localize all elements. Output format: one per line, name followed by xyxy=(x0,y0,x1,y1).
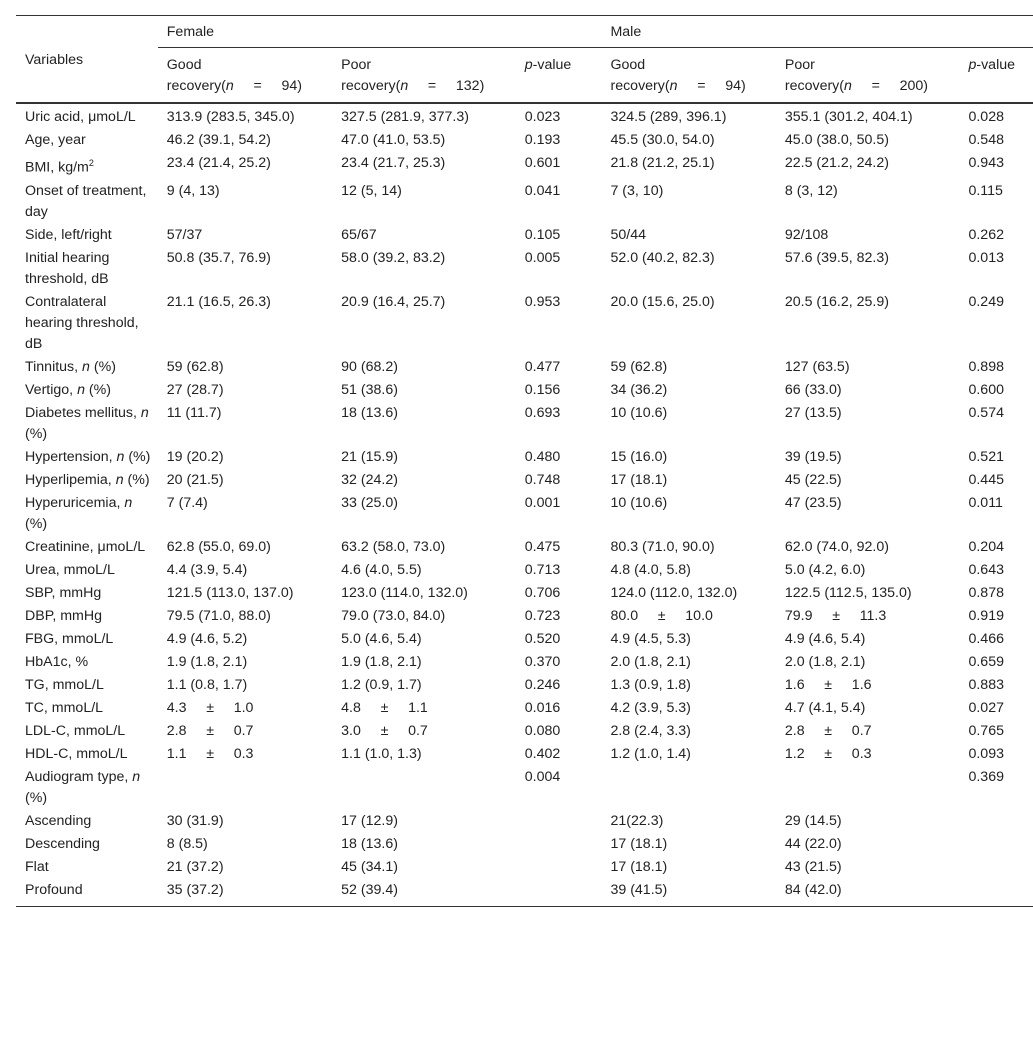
pvalue-cell: 0.475 xyxy=(524,538,561,555)
pvalue-cell: 0.028 xyxy=(968,109,1004,125)
variable-cell xyxy=(16,247,158,291)
value-cell: 51 (38.6) xyxy=(341,381,398,398)
variable-label: Onset of treatment, day xyxy=(25,182,147,220)
table-row xyxy=(16,224,1033,247)
n-symbol: n xyxy=(140,404,149,421)
pvalue-cell: 0.600 xyxy=(968,381,1004,398)
variable-label: BMI, kg/m xyxy=(25,159,89,176)
n-symbol: n xyxy=(225,78,234,94)
value-cell: 2.8 ± 0.7 xyxy=(166,722,254,739)
value-cell: 52.0 (40.2, 82.3) xyxy=(610,249,715,266)
variable-label: SBP, mmHg xyxy=(25,584,102,601)
pvalue-cell: 0.659 xyxy=(968,653,1004,670)
variable-cell xyxy=(16,379,158,402)
value-cell: 1.9 (1.8, 2.1) xyxy=(166,653,248,670)
table-row xyxy=(16,605,1033,628)
pvalue-cell: 0.601 xyxy=(524,155,561,171)
value-cell: 32 (24.2) xyxy=(341,471,398,488)
value-cell: 27 (13.5) xyxy=(784,404,842,421)
value-cell: 1.1 ± 0.3 xyxy=(166,745,254,762)
percent-suffix: (%) xyxy=(124,448,151,465)
value-cell: 22.5 (21.2, 24.2) xyxy=(784,155,889,171)
value-cell xyxy=(158,766,332,810)
value-cell xyxy=(776,766,960,810)
pvalue-cell: 0.548 xyxy=(968,132,1004,148)
male-good-header xyxy=(601,48,775,104)
value-cell: 45.5 (30.0, 54.0) xyxy=(610,132,715,148)
n-symbol: n xyxy=(82,358,90,375)
value-cell: 327.5 (281.9, 377.3) xyxy=(341,109,469,125)
variables-header: Variables xyxy=(16,16,158,104)
recovery-label: Poor recovery( xyxy=(341,57,401,94)
variable-cell xyxy=(16,833,158,856)
variable-cell xyxy=(16,856,158,879)
value-cell: 47.0 (41.0, 53.5) xyxy=(341,132,446,148)
value-cell: 62.8 (55.0, 69.0) xyxy=(166,538,271,555)
value-cell: 20.9 (16.4, 25.7) xyxy=(341,293,446,310)
table-row xyxy=(16,559,1033,582)
variable-label: DBP, mmHg xyxy=(25,607,102,624)
value-cell: 47 (23.5) xyxy=(784,494,842,511)
sample-size: = 94) xyxy=(233,78,303,94)
value-cell: 66 (33.0) xyxy=(784,381,842,398)
value-cell: 1.1 (1.0, 1.3) xyxy=(341,745,422,762)
value-cell: 65/67 xyxy=(341,226,377,243)
value-cell: 34 (36.2) xyxy=(610,381,668,398)
variable-label: Profound xyxy=(25,881,83,898)
pvalue-cell xyxy=(516,810,602,833)
value-cell: 324.5 (289, 396.1) xyxy=(610,109,727,125)
table-row xyxy=(16,833,1033,856)
pvalue-cell: 0.748 xyxy=(524,471,561,488)
value-cell: 35 (37.2) xyxy=(158,879,332,907)
variable-label: HDL-C, mmoL/L xyxy=(25,745,128,762)
pvalue-cell: 0.027 xyxy=(968,699,1004,716)
value-cell: 39 (41.5) xyxy=(601,879,775,907)
value-cell: 92/108 xyxy=(784,226,829,243)
value-cell: 4.8 ± 1.1 xyxy=(341,699,428,716)
p-symbol: p xyxy=(968,57,977,73)
pvalue-cell: 0.402 xyxy=(524,745,561,762)
n-symbol: n xyxy=(77,381,85,398)
value-cell: 10 (10.6) xyxy=(610,404,668,421)
pvalue-cell: 0.080 xyxy=(524,722,561,739)
pvalue-cell: 0.204 xyxy=(968,538,1004,555)
value-cell: 11 (11.7) xyxy=(166,404,222,421)
value-cell: 21 (15.9) xyxy=(341,448,398,465)
value-cell: 1.2 (1.0, 1.4) xyxy=(610,745,691,762)
value-cell: 4.4 (3.9, 5.4) xyxy=(166,561,248,578)
value-cell: 90 (68.2) xyxy=(341,358,398,375)
pvalue-cell: 0.005 xyxy=(524,249,561,266)
variable-label: Hyperlipemia, xyxy=(25,471,116,488)
value-cell: 45 (34.1) xyxy=(341,858,398,875)
results-table xyxy=(16,15,1033,907)
table-row xyxy=(16,152,1033,180)
variable-label: Side, left/right xyxy=(25,226,112,243)
table-row xyxy=(16,720,1033,743)
variable-cell xyxy=(16,582,158,605)
percent-suffix: (%) xyxy=(89,358,116,375)
pvalue-cell: 0.643 xyxy=(968,561,1004,578)
variable-label: Diabetes mellitus, xyxy=(25,404,141,421)
pvalue-cell: 0.262 xyxy=(968,226,1004,243)
pvalue-cell: 0.016 xyxy=(524,699,561,716)
variable-cell xyxy=(16,291,158,356)
sample-size: = 132) xyxy=(408,78,485,94)
value-cell xyxy=(601,766,775,810)
pvalue-cell: 0.706 xyxy=(524,584,561,601)
value-cell: 63.2 (58.0, 73.0) xyxy=(341,538,446,555)
variable-cell xyxy=(16,879,158,907)
value-cell: 2.0 (1.8, 2.1) xyxy=(610,653,691,670)
pvalue-cell: 0.883 xyxy=(968,676,1004,693)
value-cell: 17 (18.1) xyxy=(610,858,668,875)
value-cell: 4.2 (3.9, 5.3) xyxy=(610,699,691,716)
table-row xyxy=(16,628,1033,651)
value-cell: 5.0 (4.6, 5.4) xyxy=(341,630,422,647)
value-cell: 58.0 (39.2, 83.2) xyxy=(341,249,446,266)
variable-cell xyxy=(16,766,158,810)
female-good-header xyxy=(158,48,332,104)
variable-label: HbA1c, % xyxy=(25,653,89,670)
variable-cell xyxy=(16,536,158,559)
value-cell: 2.8 ± 0.7 xyxy=(784,722,872,739)
pvalue-cell: 0.521 xyxy=(968,448,1004,465)
variable-label: Contralateral hearing threshold, dB xyxy=(25,293,139,352)
value-cell: 121.5 (113.0, 137.0) xyxy=(166,584,294,601)
pvalue-cell: 0.023 xyxy=(524,109,561,125)
variable-label: Uric acid, μmoL/L xyxy=(25,109,136,125)
table-row xyxy=(16,469,1033,492)
table-row xyxy=(16,536,1033,559)
n-symbol: n xyxy=(124,494,133,511)
variable-cell xyxy=(16,651,158,674)
value-cell: 1.2 (0.9, 1.7) xyxy=(341,676,422,693)
table-row xyxy=(16,674,1033,697)
value-cell: 30 (31.9) xyxy=(166,812,224,829)
n-symbol: n xyxy=(116,448,125,465)
male-pvalue-header xyxy=(959,48,1033,104)
variable-cell xyxy=(16,720,158,743)
percent-suffix: (%) xyxy=(84,381,111,398)
pvalue-cell: 0.093 xyxy=(968,745,1004,762)
percent-suffix: (%) xyxy=(25,789,48,806)
variable-label: TC, mmoL/L xyxy=(25,699,104,716)
female-group-header: Female xyxy=(158,16,602,48)
value-cell: 4.7 (4.1, 5.4) xyxy=(784,699,866,716)
superscript: 2 xyxy=(88,158,94,168)
recovery-label: Good recovery( xyxy=(610,57,670,94)
value-cell: 45.0 (38.0, 50.5) xyxy=(784,132,889,148)
value-cell: 17 (12.9) xyxy=(341,812,398,829)
pvalue-cell: 0.919 xyxy=(968,607,1004,624)
value-cell: 4.3 ± 1.0 xyxy=(166,699,254,716)
table-row xyxy=(16,582,1033,605)
value-cell: 50.8 (35.7, 76.9) xyxy=(166,249,271,266)
value-cell: 124.0 (112.0, 132.0) xyxy=(610,584,738,601)
value-cell: 18 (13.6) xyxy=(341,835,398,852)
pvalue-cell: 0.480 xyxy=(524,448,561,465)
value-cell: 17 (18.1) xyxy=(610,471,668,488)
pvalue-cell: 0.004 xyxy=(524,768,561,785)
variable-label: Creatinine, μmoL/L xyxy=(25,538,146,555)
value-cell: 4.8 (4.0, 5.8) xyxy=(610,561,691,578)
table-row xyxy=(16,492,1033,536)
n-symbol: n xyxy=(400,78,409,94)
variable-cell xyxy=(16,446,158,469)
variable-cell xyxy=(16,559,158,582)
variable-cell xyxy=(16,103,158,129)
value-cell: 62.0 (74.0, 92.0) xyxy=(784,538,889,555)
sample-size: = 94) xyxy=(677,78,746,94)
table-row xyxy=(16,697,1033,720)
female-pvalue-header xyxy=(516,48,602,104)
value-cell: 21.1 (16.5, 26.3) xyxy=(166,293,271,310)
value-cell: 2.0 (1.8, 2.1) xyxy=(784,653,866,670)
value-cell: 80.0 ± 10.0 xyxy=(610,607,713,624)
value-cell: 27 (28.7) xyxy=(166,381,224,398)
header-column-row xyxy=(16,48,1033,104)
pvalue-cell xyxy=(516,833,602,856)
value-cell: 23.4 (21.4, 25.2) xyxy=(166,155,271,171)
value-cell: 1.9 (1.8, 2.1) xyxy=(341,653,422,670)
value-cell: 4.9 (4.6, 5.4) xyxy=(784,630,866,647)
value-cell: 84 (42.0) xyxy=(776,879,960,907)
value-cell: 5.0 (4.2, 6.0) xyxy=(784,561,866,578)
pvalue-cell xyxy=(959,879,1033,907)
pvalue-cell: 0.713 xyxy=(524,561,561,578)
value-cell: 4.9 (4.6, 5.2) xyxy=(166,630,248,647)
value-cell: 4.6 (4.0, 5.5) xyxy=(341,561,422,578)
n-symbol: n xyxy=(132,768,141,785)
pvalue-cell: 0.765 xyxy=(968,722,1004,739)
variable-label: Initial hearing threshold, dB xyxy=(25,249,110,287)
value-cell: 33 (25.0) xyxy=(341,494,398,511)
value-cell: 23.4 (21.7, 25.3) xyxy=(341,155,446,171)
pvalue-cell: 0.953 xyxy=(524,293,561,310)
variable-label: Audiogram type, xyxy=(25,768,133,785)
variable-label: Descending xyxy=(25,835,100,852)
value-cell: 2.8 (2.4, 3.3) xyxy=(610,722,691,739)
pvalue-cell: 0.105 xyxy=(524,226,561,243)
table-row xyxy=(16,766,1033,810)
table-row xyxy=(16,402,1033,446)
value-cell: 123.0 (114.0, 132.0) xyxy=(341,584,468,601)
percent-suffix: (%) xyxy=(25,515,48,532)
value-cell: 17 (18.1) xyxy=(610,835,668,852)
pvalue-cell: 0.249 xyxy=(968,293,1004,310)
p-symbol: p xyxy=(524,57,533,73)
pvalue-cell: 0.246 xyxy=(524,676,561,693)
value-cell: 1.2 ± 0.3 xyxy=(784,745,872,762)
value-cell: 122.5 (112.5, 135.0) xyxy=(784,584,912,601)
table-row xyxy=(16,651,1033,674)
variable-label: Flat xyxy=(25,858,49,875)
variable-cell xyxy=(16,492,158,536)
variable-cell xyxy=(16,810,158,833)
value-cell: 20.0 (15.6, 25.0) xyxy=(610,293,715,310)
variable-label: Hyperuricemia, xyxy=(25,494,125,511)
pvalue-cell: 0.445 xyxy=(968,471,1004,488)
recovery-label: Good recovery( xyxy=(166,57,226,94)
value-cell: 355.1 (301.2, 404.1) xyxy=(784,109,913,125)
pvalue-cell: 0.466 xyxy=(968,630,1004,647)
table-row xyxy=(16,879,1033,907)
variable-cell xyxy=(16,697,158,720)
n-symbol: n xyxy=(115,471,124,488)
value-cell: 12 (5, 14) xyxy=(341,182,402,199)
value-cell: 313.9 (283.5, 345.0) xyxy=(166,109,295,125)
pvalue-cell: 0.193 xyxy=(524,132,561,148)
value-cell: 43 (21.5) xyxy=(784,858,842,875)
male-group-header: Male xyxy=(601,16,1033,48)
n-symbol: n xyxy=(844,78,852,94)
percent-suffix: (%) xyxy=(25,425,48,442)
value-cell: 127 (63.5) xyxy=(784,358,850,375)
pvalue-cell: 0.115 xyxy=(968,182,1003,199)
value-cell: 79.0 (73.0, 84.0) xyxy=(341,607,446,624)
variable-label: Vertigo, xyxy=(25,381,78,398)
value-cell: 7 (3, 10) xyxy=(610,182,664,199)
variable-label: Urea, mmoL/L xyxy=(25,561,115,578)
table-row xyxy=(16,743,1033,766)
pvalue-cell xyxy=(959,810,1033,833)
value-cell: 18 (13.6) xyxy=(341,404,398,421)
value-cell: 80.3 (71.0, 90.0) xyxy=(610,538,715,555)
table-row xyxy=(16,446,1033,469)
value-cell: 19 (20.2) xyxy=(166,448,224,465)
table-body xyxy=(16,103,1033,906)
value-cell: 15 (16.0) xyxy=(610,448,668,465)
female-poor-header xyxy=(332,48,516,104)
pvalue-label: -value xyxy=(976,57,1016,73)
value-cell: 29 (14.5) xyxy=(784,812,842,829)
value-cell: 20 (21.5) xyxy=(166,471,224,488)
value-cell: 20.5 (16.2, 25.9) xyxy=(784,293,889,310)
pvalue-cell: 0.898 xyxy=(968,358,1004,375)
pvalue-cell: 0.001 xyxy=(524,494,561,511)
variable-cell xyxy=(16,469,158,492)
percent-suffix: (%) xyxy=(123,471,150,488)
table-row xyxy=(16,129,1033,152)
value-cell: 44 (22.0) xyxy=(784,835,842,852)
pvalue-cell: 0.943 xyxy=(968,155,1004,171)
table-row xyxy=(16,356,1033,379)
pvalue-cell xyxy=(516,879,602,907)
variable-label: TG, mmoL/L xyxy=(25,676,104,693)
variable-label: Hypertension, xyxy=(25,448,117,465)
pvalue-cell xyxy=(516,856,602,879)
n-symbol: n xyxy=(669,78,678,94)
pvalue-cell: 0.369 xyxy=(968,768,1004,785)
value-cell: 9 (4, 13) xyxy=(166,182,220,199)
value-cell: 57.6 (39.5, 82.3) xyxy=(784,249,889,266)
pvalue-cell: 0.520 xyxy=(524,630,561,647)
value-cell: 1.6 ± 1.6 xyxy=(784,676,872,693)
table-row xyxy=(16,379,1033,402)
variable-cell xyxy=(16,129,158,152)
variable-cell xyxy=(16,674,158,697)
value-cell: 4.9 (4.5, 5.3) xyxy=(610,630,691,647)
pvalue-label: -value xyxy=(532,57,572,73)
pvalue-cell: 0.693 xyxy=(524,404,561,421)
value-cell: 79.9 ± 11.3 xyxy=(784,607,887,624)
value-cell: 21(22.3) xyxy=(610,812,664,829)
variable-cell xyxy=(16,356,158,379)
variable-cell xyxy=(16,224,158,247)
value-cell: 52 (39.4) xyxy=(332,879,516,907)
pvalue-cell xyxy=(959,833,1033,856)
value-cell: 21 (37.2) xyxy=(166,858,224,875)
variable-label: Ascending xyxy=(25,812,92,829)
pvalue-cell: 0.477 xyxy=(524,358,561,375)
pvalue-cell: 0.013 xyxy=(968,249,1004,266)
value-cell: 21.8 (21.2, 25.1) xyxy=(610,155,715,171)
value-cell: 57/37 xyxy=(166,226,203,243)
variable-cell xyxy=(16,628,158,651)
value-cell: 8 (8.5) xyxy=(166,835,208,852)
variable-cell xyxy=(16,605,158,628)
value-cell: 45 (22.5) xyxy=(784,471,842,488)
value-cell: 79.5 (71.0, 88.0) xyxy=(166,607,271,624)
value-cell: 1.1 (0.8, 1.7) xyxy=(166,676,248,693)
pvalue-cell: 0.723 xyxy=(524,607,561,624)
pvalue-cell: 0.011 xyxy=(968,494,1003,511)
variable-cell xyxy=(16,743,158,766)
table-row xyxy=(16,180,1033,224)
pvalue-cell: 0.041 xyxy=(524,182,561,199)
pvalue-cell: 0.370 xyxy=(524,653,561,670)
value-cell: 8 (3, 12) xyxy=(784,182,838,199)
value-cell: 59 (62.8) xyxy=(166,358,224,375)
variable-cell xyxy=(16,180,158,224)
value-cell xyxy=(332,766,516,810)
header-group-row xyxy=(16,16,1033,48)
variable-label: LDL-C, mmoL/L xyxy=(25,722,126,739)
table-row xyxy=(16,291,1033,356)
value-cell: 59 (62.8) xyxy=(610,358,668,375)
pvalue-cell: 0.878 xyxy=(968,584,1004,601)
value-cell: 50/44 xyxy=(610,226,646,243)
recovery-label: Poor recovery( xyxy=(784,57,845,94)
value-cell: 3.0 ± 0.7 xyxy=(341,722,428,739)
pvalue-cell: 0.574 xyxy=(968,404,1004,421)
value-cell: 7 (7.4) xyxy=(166,494,208,511)
sample-size: = 200) xyxy=(851,78,929,94)
value-cell: 1.3 (0.9, 1.8) xyxy=(610,676,691,693)
variable-cell xyxy=(16,402,158,446)
pvalue-cell xyxy=(959,856,1033,879)
male-poor-header xyxy=(776,48,960,104)
table-row xyxy=(16,810,1033,833)
pvalue-cell: 0.156 xyxy=(524,381,561,398)
variable-cell xyxy=(16,152,158,180)
value-cell: 10 (10.6) xyxy=(610,494,668,511)
table-row xyxy=(16,103,1033,129)
variable-label: Tinnitus, xyxy=(25,358,83,375)
table-row xyxy=(16,856,1033,879)
value-cell: 39 (19.5) xyxy=(784,448,842,465)
table-row xyxy=(16,247,1033,291)
variable-label: Age, year xyxy=(25,132,86,148)
variable-label: FBG, mmoL/L xyxy=(25,630,114,647)
value-cell: 46.2 (39.1, 54.2) xyxy=(166,132,271,148)
